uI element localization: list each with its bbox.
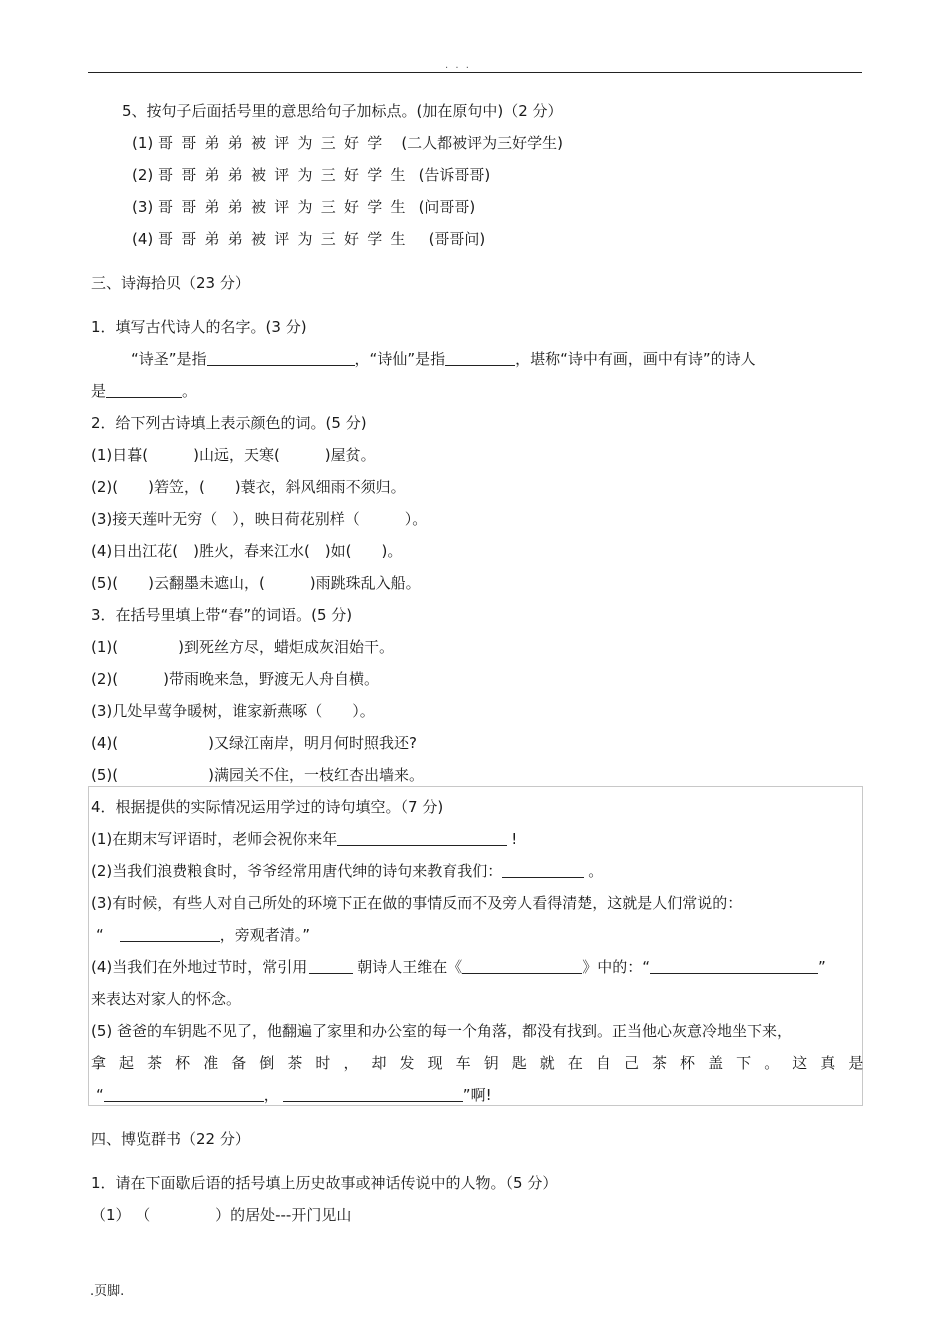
s3-q4-line5c: “ ， ”啊! bbox=[96, 1086, 492, 1104]
s3-q3-line: (1)( )到死丝方尽，蜡炬成灰泪始干。 bbox=[91, 638, 394, 656]
q5-item-2: (2) 哥哥弟弟被评为三好学生 (告诉哥哥) bbox=[132, 166, 491, 184]
answer-blank[interactable] bbox=[650, 958, 818, 974]
s3-q1-line1: “诗圣”是指 ，“诗仙”是指 ，堪称“诗中有画，画中有诗”的诗人 bbox=[131, 350, 756, 368]
s3-q3-line: (2)( )带雨晚来急，野渡无人舟自横。 bbox=[91, 670, 379, 688]
s3-q2-line: (2)( )箬笠，( )蓑衣，斜风细雨不须归。 bbox=[91, 478, 406, 496]
s4-q1-line1: （1） （ ）的居处---开门见山 bbox=[91, 1206, 352, 1224]
q5-item-1: (1) 哥哥弟弟被评为三好学 (二人都被评为三好学生) bbox=[132, 134, 564, 152]
answer-blank[interactable] bbox=[309, 958, 353, 974]
s3-q4-line4b: 来表达对家人的怀念。 bbox=[91, 990, 242, 1008]
q5-item-3: (3) 哥哥弟弟被评为三好学生 (问哥哥) bbox=[132, 198, 476, 216]
header-rule bbox=[88, 72, 862, 73]
section4-title: 四、博览群书（22 分） bbox=[91, 1130, 250, 1148]
answer-blank[interactable] bbox=[502, 862, 584, 878]
s3-q1-line2: 是 。 bbox=[91, 382, 198, 400]
answer-blank[interactable] bbox=[462, 958, 582, 974]
s3-q4-line1: (1)在期末写评语时，老师会祝你来年 ! bbox=[91, 830, 518, 848]
q5-title: 5、按句子后面括号里的意思给句子加标点。(加在原句中)（2 分） bbox=[122, 102, 563, 120]
s3-q2-line: (3)接天莲叶无穷（ ），映日荷花别样（ ）。 bbox=[91, 510, 428, 528]
answer-blank[interactable] bbox=[104, 1086, 264, 1102]
answer-blank[interactable] bbox=[445, 350, 515, 366]
answer-blank[interactable] bbox=[207, 350, 355, 366]
s3-q2-line: (1)日暮( )山远，天寒( )屋贫。 bbox=[91, 446, 376, 464]
s3-q4-line3: (3)有时候，有些人对自己所处的环境下正在做的事情反而不及旁人看得清楚，这就是人们常说的： bbox=[91, 894, 743, 912]
s3-q3-line: (4)( )又绿江南岸，明月何时照我还? bbox=[91, 734, 417, 752]
s3-q3-line: (3)几处早莺争暖树，谁家新燕啄（ ）。 bbox=[91, 702, 375, 720]
s3-q3-line: (5)( )满园关不住，一枝红杏出墙来。 bbox=[91, 766, 424, 784]
q5-item-4: (4) 哥哥弟弟被评为三好学生 (哥哥问) bbox=[132, 230, 486, 248]
s3-q4-line3b: “ ，旁观者清。” bbox=[96, 926, 311, 944]
s3-q4-line2: (2)当我们浪费粮食时，爷爷经常用唐代绅的诗句来教育我们： 。 bbox=[91, 862, 604, 880]
s3-q3-title: 3．在括号里填上带“春”的词语。(5 分) bbox=[91, 606, 353, 624]
s3-q2-title: 2．给下列古诗填上表示颜色的词。(5 分) bbox=[91, 414, 367, 432]
s3-q4-line4: (4)当我们在外地过节时，常引用 朝诗人王维在《 》中的：“ ” bbox=[91, 958, 826, 976]
s3-q4-line5a: (5) 爸爸的车钥匙不见了，他翻遍了家里和办公室的每一个角落，都没有找到。正当他心灰意冷地坐下来， bbox=[91, 1022, 793, 1040]
s3-q4-line5b: 拿起茶杯准备倒茶时，却发现车钥匙就在自己茶杯盖下。这真是 bbox=[91, 1054, 877, 1072]
s3-q2-line: (5)( )云翻墨未遮山，( )雨跳珠乱入船。 bbox=[91, 574, 421, 592]
answer-blank[interactable] bbox=[337, 830, 507, 846]
header-marks: . . . bbox=[445, 60, 471, 71]
section3-title: 三、诗海拾贝（23 分） bbox=[91, 274, 250, 292]
page-footer: .页脚. bbox=[90, 1284, 125, 1299]
answer-blank[interactable] bbox=[120, 926, 220, 942]
s3-q2-line: (4)日出江花( )胜火，春来江水( )如( )。 bbox=[91, 542, 403, 560]
s4-q1-title: 1．请在下面歇后语的括号填上历史故事或神话传说中的人物。（5 分） bbox=[91, 1174, 558, 1192]
answer-blank[interactable] bbox=[106, 382, 182, 398]
s3-q1-title: 1．填写古代诗人的名字。(3 分) bbox=[91, 318, 307, 336]
answer-blank[interactable] bbox=[283, 1086, 463, 1102]
s3-q4-title: 4．根据提供的实际情况运用学过的诗句填空。（7 分) bbox=[91, 798, 444, 816]
